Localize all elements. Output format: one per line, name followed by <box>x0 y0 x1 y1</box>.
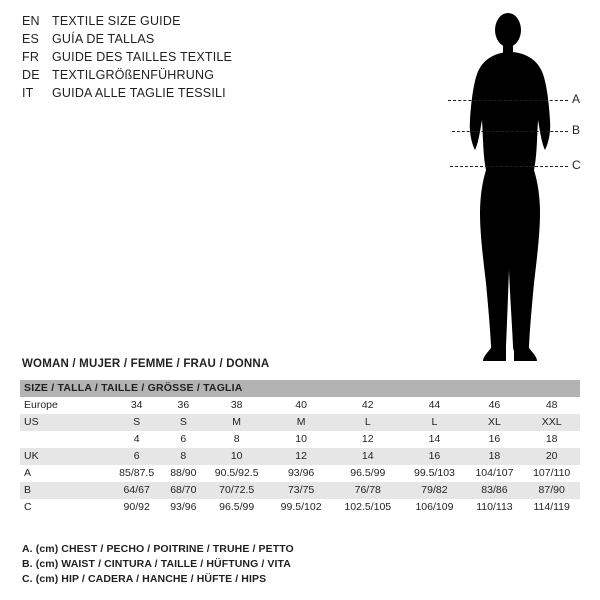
cell: 10 <box>203 448 270 465</box>
cell: 114/119 <box>523 499 580 516</box>
language-title-es: GUÍA DE TALLAS <box>52 32 155 46</box>
legend-row-a: A. (cm) CHEST / PECHO / POITRINE / TRUHE / PETTO <box>22 543 294 555</box>
measure-line-b <box>452 131 568 132</box>
size-table <box>20 380 580 516</box>
measure-line-a <box>448 100 568 101</box>
cell: 96.5/99 <box>332 465 403 482</box>
measure-label-b: B <box>572 123 581 137</box>
section-heading-woman: WOMAN / MUJER / FEMME / FRAU / DONNA <box>22 358 270 370</box>
table-row <box>20 448 580 465</box>
language-title-it: GUIDA ALLE TAGLIE TESSILI <box>52 86 226 100</box>
female-silhouette-icon <box>420 8 590 368</box>
row-label-uk: UK <box>20 448 110 465</box>
cell: 36 <box>163 397 203 414</box>
cell: M <box>203 414 270 431</box>
cell: S <box>110 414 163 431</box>
table-row <box>20 499 580 516</box>
cell: 83/86 <box>466 482 524 499</box>
cell: 18 <box>466 448 524 465</box>
row-label-a: A <box>20 465 110 482</box>
cell: 20 <box>523 448 580 465</box>
cell: L <box>332 414 403 431</box>
language-row-de <box>22 68 302 86</box>
language-code-de: DE <box>22 68 40 82</box>
row-label-europe: Europe <box>20 397 110 414</box>
cell: 4 <box>110 431 163 448</box>
cell: 110/113 <box>466 499 524 516</box>
measurement-legend <box>22 542 294 587</box>
legend-row-c: C. (cm) HIP / CADERA / HANCHE / HÜFTE / HIPS <box>22 573 267 585</box>
cell: 104/107 <box>466 465 524 482</box>
row-label-us: US <box>20 414 110 431</box>
cell: M <box>270 414 332 431</box>
cell: L <box>403 414 465 431</box>
language-row-en <box>22 14 302 32</box>
cell: 48 <box>523 397 580 414</box>
cell: S <box>163 414 203 431</box>
cell: 90.5/92.5 <box>203 465 270 482</box>
cell: 6 <box>110 448 163 465</box>
cell: 70/72.5 <box>203 482 270 499</box>
cell: 68/70 <box>163 482 203 499</box>
cell: 99.5/103 <box>403 465 465 482</box>
language-row-es <box>22 32 302 50</box>
cell: 44 <box>403 397 465 414</box>
cell: 102.5/105 <box>332 499 403 516</box>
cell: 85/87.5 <box>110 465 163 482</box>
measure-label-c: C <box>572 158 581 172</box>
language-code-it: IT <box>22 86 34 100</box>
language-list <box>22 14 302 104</box>
cell: 93/96 <box>163 499 203 516</box>
language-title-de: TEXTILGRÖßENFÜHRUNG <box>52 68 215 82</box>
cell: 10 <box>270 431 332 448</box>
body-figure <box>420 8 590 368</box>
table-header-row <box>20 380 580 397</box>
cell: 34 <box>110 397 163 414</box>
table-row <box>20 482 580 499</box>
cell: 87/90 <box>523 482 580 499</box>
language-title-fr: GUIDE DES TAILLES TEXTILE <box>52 50 233 64</box>
table-row <box>20 414 580 431</box>
cell: 40 <box>270 397 332 414</box>
language-title-en: TEXTILE SIZE GUIDE <box>52 14 181 28</box>
cell: 93/96 <box>270 465 332 482</box>
cell: 16 <box>403 448 465 465</box>
language-row-it <box>22 86 302 104</box>
cell: 96.5/99 <box>203 499 270 516</box>
row-label-us-numeric <box>20 431 110 448</box>
cell: 99.5/102 <box>270 499 332 516</box>
row-label-b: B <box>20 482 110 499</box>
cell: 8 <box>203 431 270 448</box>
cell: 88/90 <box>163 465 203 482</box>
language-row-fr <box>22 50 302 68</box>
language-code-fr: FR <box>22 50 40 64</box>
cell: 64/67 <box>110 482 163 499</box>
cell: 16 <box>466 431 524 448</box>
table-row <box>20 431 580 448</box>
cell: 106/109 <box>403 499 465 516</box>
legend-row-b: B. (cm) WAIST / CINTURA / TAILLE / HÜFTUNG / VITA <box>22 558 291 570</box>
cell: 8 <box>163 448 203 465</box>
table-header-label: SIZE / TALLA / TAILLE / GRÖSSE / TAGLIA <box>20 380 580 397</box>
cell: XL <box>466 414 524 431</box>
cell: XXL <box>523 414 580 431</box>
language-code-es: ES <box>22 32 40 46</box>
cell: 6 <box>163 431 203 448</box>
cell: 42 <box>332 397 403 414</box>
cell: 18 <box>523 431 580 448</box>
table-row <box>20 465 580 482</box>
measure-line-c <box>450 166 568 167</box>
language-code-en: EN <box>22 14 40 28</box>
cell: 107/110 <box>523 465 580 482</box>
measure-label-a: A <box>572 92 581 106</box>
cell: 14 <box>332 448 403 465</box>
cell: 90/92 <box>110 499 163 516</box>
cell: 12 <box>270 448 332 465</box>
row-label-c: C <box>20 499 110 516</box>
cell: 12 <box>332 431 403 448</box>
cell: 14 <box>403 431 465 448</box>
cell: 73/75 <box>270 482 332 499</box>
cell: 38 <box>203 397 270 414</box>
cell: 79/82 <box>403 482 465 499</box>
table-row <box>20 397 580 414</box>
cell: 76/78 <box>332 482 403 499</box>
cell: 46 <box>466 397 524 414</box>
